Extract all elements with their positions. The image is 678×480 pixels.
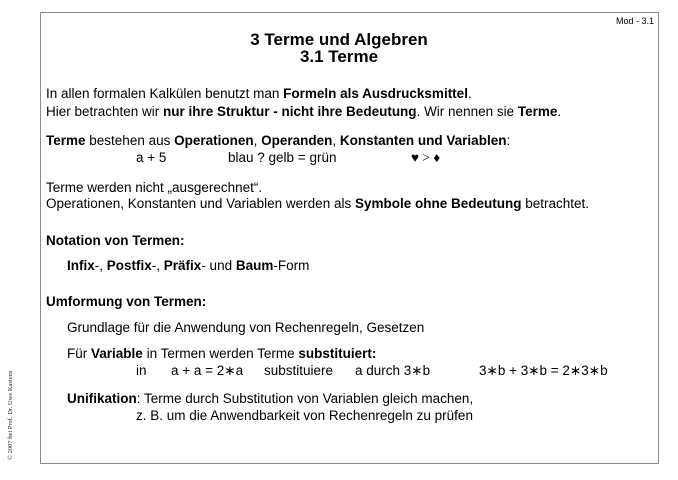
intro-line-1: In allen formalen Kalkülen benutzt man Formeln als Ausdrucksmittel. <box>46 86 472 101</box>
section-title: 3.1 Terme <box>299 47 379 66</box>
notation-forms: Infix-, Postfix-, Präfix- und Baum-Form <box>67 258 310 273</box>
substitute-word: substituiere <box>264 363 334 378</box>
notation-heading: Notation von Termen: <box>46 233 185 248</box>
equation-2: 3∗b + 3∗b = 2∗3∗b <box>479 363 608 378</box>
intro-line-2: Hier betrachten wir nur ihre Struktur - nicht ihre Bedeutung. Wir nennen sie Terme. <box>46 104 562 119</box>
chapter-title: 3 Terme und Algebren <box>250 30 428 49</box>
not-calculated-line: Terme werden nicht „ausgerechnet“. <box>46 180 263 195</box>
transformation-heading: Umformung von Termen: <box>46 294 207 309</box>
example-term-3: ♥ > ♦ <box>411 150 441 165</box>
terms-definition: Terme bestehen aus Operationen, Operanden, Konstanten und Variablen: <box>46 133 511 148</box>
substitution-line: Für Variable in Termen werden Terme substituiert: <box>67 346 377 361</box>
example-term-1: a + 5 <box>136 150 167 165</box>
substitution-rule: a durch 3∗b <box>355 363 431 378</box>
in-word: in <box>136 363 147 378</box>
unification-line: Unifikation: Terme durch Substitution von Variablen gleich machen, <box>67 391 474 406</box>
unification-example: z. B. um die Anwendbarkeit von Rechenregeln zu prüfen <box>136 408 473 423</box>
copyright-note: © 2007 bei Prof. Dr. Uwe Kastens <box>7 370 14 460</box>
symbols-line: Operationen, Konstanten und Variablen werden als Symbole ohne Bedeutung betrachtet. <box>46 196 590 211</box>
equation-1: a + a = 2∗a <box>171 363 244 378</box>
basis-line: Grundlage für die Anwendung von Rechenregeln, Gesetzen <box>67 320 425 335</box>
example-term-2: blau ? gelb = grün <box>228 150 337 165</box>
page-id: Mod - 3.1 <box>615 16 654 26</box>
